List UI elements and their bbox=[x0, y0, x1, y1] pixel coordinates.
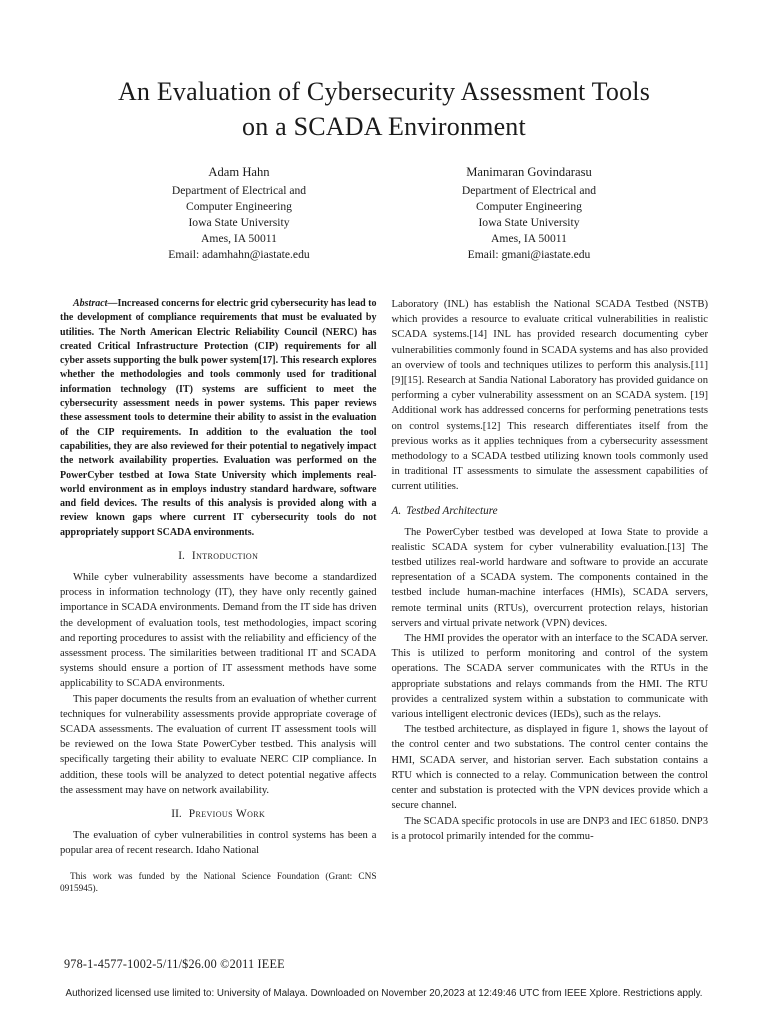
introduction-paragraph-2: This paper documents the results from an evaluation of whether current techniques for vulnerability assessments provide appropriate coverage of SCADA assessments. The evaluation of current IT assessment tools will be reviewed on the Iowa State PowerCyber testbed. This analysis will specifically targeting their ability to evaluate NERC CIP compliance. In addition, these tools will be analyzed to detect potential negative affects the assessment may have on network availability. bbox=[60, 693, 377, 796]
author-2-dept-line-2: Computer Engineering bbox=[476, 200, 582, 213]
author-1 bbox=[123, 164, 355, 263]
author-2-name: Manimaran Govindarasu bbox=[466, 165, 592, 179]
paper-title-line-1: An Evaluation of Cybersecurity Assessment Tools bbox=[117, 77, 651, 106]
author-1-email: Email: adamhahn@iastate.edu bbox=[168, 248, 310, 261]
author-1-university: Iowa State University bbox=[188, 216, 290, 229]
funding-footnote: This work was funded by the National Science Foundation (Grant: CNS 0915945). bbox=[60, 871, 377, 895]
author-1-address: Ames, IA 50011 bbox=[201, 232, 277, 245]
abstract bbox=[60, 297, 377, 540]
paper-title bbox=[0, 74, 768, 144]
author-2-dept-line-1: Department of Electrical and bbox=[461, 184, 597, 197]
section-heading-introduction bbox=[60, 549, 377, 564]
abstract-text: Increased concerns for electric grid cybersecurity has lead to the development of compliance requirements that must be evaluated by utilities. The North American Electric Reliability Council (NERC) has created Critical Infrastructure Protection (CIP) requirements for all cyber assets supporting the bulk power system[17]. This research explores whether the methodologies and tools commonly used for traditional information technology (IT) systems are sufficient to meet the cybersecurity assessment needs in power systems. This paper reviews these assessment tools to determine their ability to assist in the evaluation of the CIP requirements. In addition to the evaluation the tool capabilities, they are also reviewed for their potential to negatively impact the network availability properties. Evaluation was performed on the PowerCyber testbed at Iowa State University which implements real-world environment as in employs industry standard hardware, software and field devices. The results of this analysis is provided along with a review known gaps where current IT cybersecurity tools do not appropriately support SCADA environments. bbox=[60, 298, 377, 538]
author-2-address: Ames, IA 50011 bbox=[491, 232, 567, 245]
section-title-introduction: Introduction bbox=[191, 550, 259, 563]
section-number-previous-work: II. bbox=[171, 808, 182, 821]
author-2 bbox=[413, 164, 645, 263]
title-block bbox=[0, 0, 768, 263]
abstract-label: Abstract— bbox=[73, 298, 118, 309]
section-title-previous-work: Previous Work bbox=[188, 808, 266, 821]
paper-title-line-2: on a SCADA Environment bbox=[242, 112, 526, 141]
author-1-name: Adam Hahn bbox=[208, 165, 270, 179]
testbed-paragraph-1: The PowerCyber testbed was developed at Iowa State to provide a realistic SCADA system for cyber vulnerability evaluation.[13] The testbed utilizes real-world hardware and software to provide an accurate representation of a SCADA system. The components contained in the testbed include human-machine interfaces (HMIs), SCADA servers, remote terminal units (RTUs), overcurrent protection relays, historian servers and virtual private network (VPN) devices. bbox=[391, 526, 708, 629]
right-column bbox=[392, 297, 709, 896]
isbn-copyright-line: 978-1-4577-1002-5/11/$26.00 ©2011 IEEE bbox=[64, 957, 285, 971]
body-columns bbox=[0, 297, 768, 896]
section-heading-previous-work bbox=[60, 807, 377, 822]
left-column bbox=[60, 297, 377, 896]
previous-work-paragraph-continuation: Laboratory (INL) has establish the National SCADA Testbed (NSTB) which provides a resource to evaluate critical vulnerabilities in realistic SCADA systems.[14] INL has provided research documenting cyber vulnerabilities commonly found in SCADA systems and has also provided an overview of tools and techniques utilizes to perform this analysis.[11][9][15]. Research at Sandia National Laboratory has provided guidance on performing a cyber vulnerability assessment on an SCADA system. [19] Additional work has addressed concerns for performing penetrations tests on control systems.[12] This research differentiates itself from the previous works as it applies techniques from a cybersecurity assessment methodology to a SCADA testbed utilizing known tools commonly used in traditional IT assessments to simulate the assessment capabilities of current utilities. bbox=[391, 299, 708, 493]
subsection-heading-testbed-architecture bbox=[392, 504, 709, 519]
introduction-paragraph-1: While cyber vulnerability assessments have become a standardized process in information technology (IT), they have only recently gained importance in SCADA environments. Demand from the IT side has driven the development of evaluation tools, test methodologies, impact scoring and reporting procedures to assist with the reliability and efficiency of the assessment process. The similarities between traditional IT and SCADA systems should ensure a portion of IT assessment methods have some applicability to SCADA environments. bbox=[60, 572, 377, 690]
testbed-paragraph-3: The testbed architecture, as displayed in figure 1, shows the layout of the control center and two substations. The control center contains the HMI, SCADA server, and historian server. Each substation contains a RTU which is connected to a relay. Communication between the control center and substation is protected with the VPN devices provide which a secure channel. bbox=[391, 724, 708, 812]
author-2-university: Iowa State University bbox=[478, 216, 580, 229]
author-1-dept-line-1: Department of Electrical and bbox=[171, 184, 307, 197]
author-1-dept-line-2: Computer Engineering bbox=[186, 200, 292, 213]
section-number-introduction: I. bbox=[178, 550, 185, 563]
testbed-paragraph-2: The HMI provides the operator with an interface to the SCADA server. This is utilized to perform monitoring and control of the system operations. The SCADA server communicates with the RTUs in the appropriate substations and relays commands from the HMI. The RTU provides a centralized system within a substation to communicate with various intelligent electronic devices (IEDs), such as the relays. bbox=[391, 633, 708, 721]
subsection-title-testbed: Testbed Architecture bbox=[406, 504, 498, 517]
testbed-paragraph-4: The SCADA specific protocols in use are DNP3 and IEC 61850. DNP3 is a protocol primarily intended for the commu- bbox=[391, 815, 708, 842]
author-block bbox=[0, 164, 768, 263]
author-2-email: Email: gmani@iastate.edu bbox=[467, 248, 591, 261]
ieee-xplore-license-footer: Authorized licensed use limited to: University of Malaya. Downloaded on November 20,2023 at 12:49:46 UTC from IEEE Xplore. Restrictions apply. bbox=[65, 988, 703, 999]
subsection-label-testbed: A. bbox=[391, 504, 402, 517]
previous-work-paragraph-left: The evaluation of cyber vulnerabilities in control systems has been a popular area of recent research. Idaho National bbox=[60, 830, 377, 857]
